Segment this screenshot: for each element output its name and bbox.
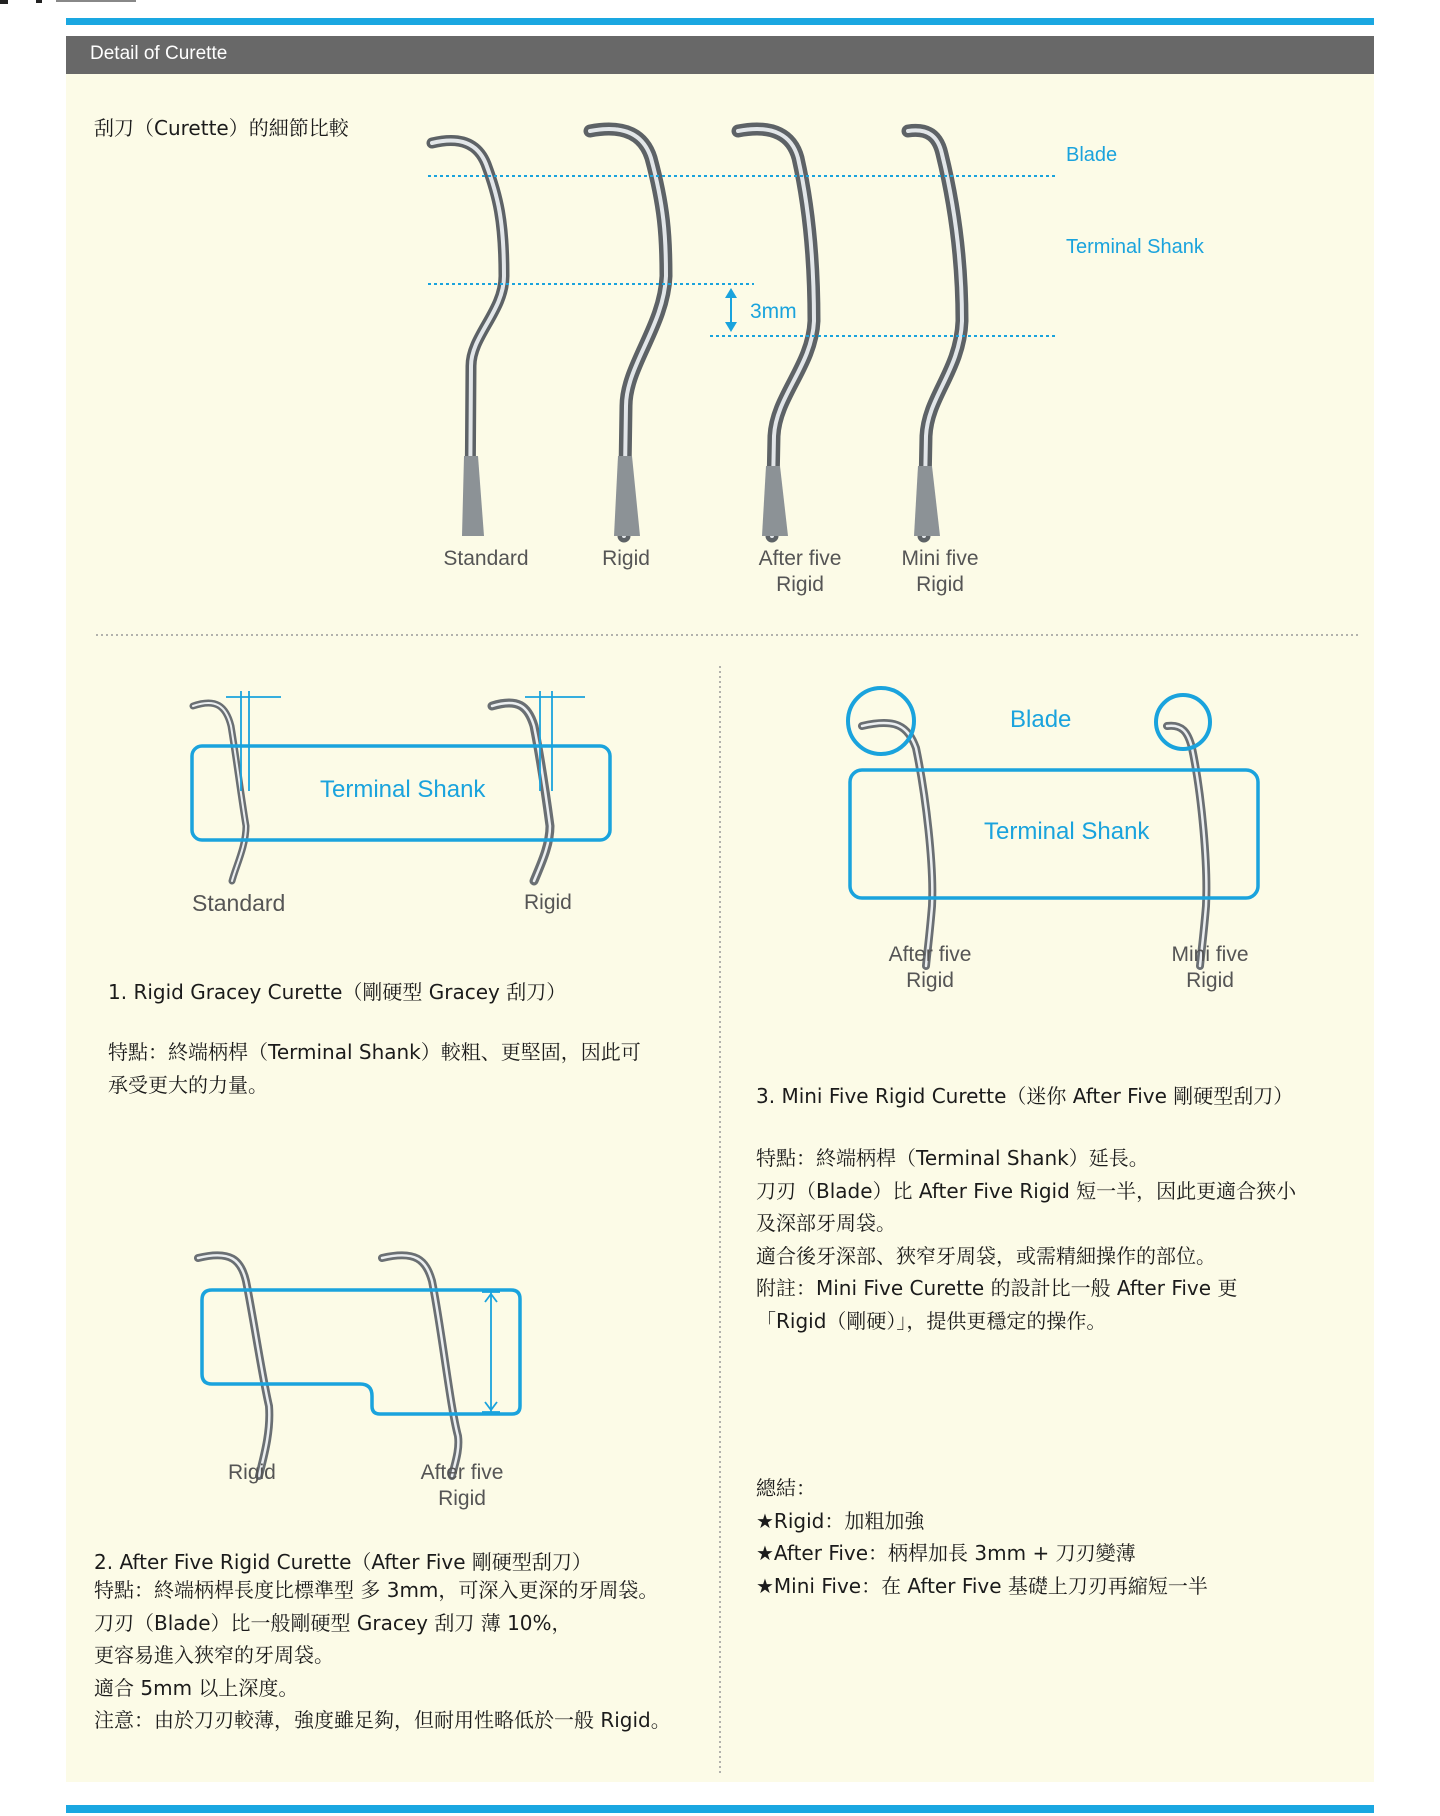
s2-label-rigid: Rigid [228,1461,276,1484]
s2-label-after-five: After five Rigid [420,1461,504,1510]
measure-label: 3mm [750,300,797,323]
s1-title: 1. Rigid Gracey Curette（剛硬型 Gracey 刮刀） [108,980,567,1004]
summary-title: 總結： [756,1476,816,1500]
s1-label-standard: Standard [192,890,286,916]
top-instrument-rigid [590,129,666,536]
page-title: Detail of Curette [90,43,228,64]
bottom-accent-bar [66,1805,1374,1813]
s3-blade-label: Blade [1010,706,1072,733]
s3-label-after-five: After five Rigid [888,943,972,992]
3mm-arrow [725,288,737,332]
s1-label-rigid: Rigid [524,891,572,914]
s3-title: 3. Mini Five Rigid Curette（迷你 After Five 剛硬型刮刀） [756,1084,1294,1108]
summary-item: ★Mini Five：在 After Five 基礎上刀刃再縮短一半 [756,1573,1208,1598]
top-instrument-after-five [738,129,814,536]
figure-heading: 刮刀（Curette）的細節比較 [94,116,349,140]
s1-description: 特點：終端柄桿（Terminal Shank）較粗、更堅固，因此可 承受更大的力量。 [108,1040,641,1097]
summary [756,1472,1208,1602]
terminal-shank-label: Terminal Shank [1066,236,1204,258]
top-accent-bar [66,18,1374,25]
s2-length-arrow [482,1292,500,1412]
s3-label-mini-five: Mini five Rigid [1171,943,1249,992]
instrument-label-standard: Standard [443,547,529,570]
s1-box-label: Terminal Shank [320,776,486,803]
s3-blade-circle-mini-five [1156,695,1210,749]
corner-mark [56,0,136,2]
s3-instrument-after-five [862,723,932,966]
s3-instrument-mini-five [1167,726,1206,966]
instrument-label-rigid: Rigid [602,547,650,570]
s3-description: 特點：終端柄桿（Terminal Shank）延長。 刀刃（Blade）比 After Five Rigid 短一半，因此更適合狹小 及深部牙周袋。 適合後牙深部、狹窄牙周袋，或需精細操作的部位。 附註：Mini Five Curette 的設計比一般 After Five 更 「Rigid（剛硬）」，提供更穩定的操作。 [756,1146,1297,1333]
blade-label: Blade [1066,144,1118,166]
top-instrument-mini-five [908,130,962,536]
summary-item: ★After Five：柄桿加長 3mm + 刀刃變薄 [756,1541,1136,1565]
s1-instrument-rigid [492,703,550,881]
s2-title: 2. After Five Rigid Curette（After Five 剛硬型刮刀） [94,1550,592,1574]
instrument-label-after-five: After five Rigid [758,547,842,596]
summary-item: ★Rigid：加粗加強 [756,1508,925,1533]
s3-box-label: Terminal Shank [984,818,1150,845]
instrument-label-mini-five: Mini five Rigid [901,547,979,596]
s1-instrument-standard [193,703,246,881]
corner-mark [0,0,8,4]
content-panel [66,36,1374,1782]
corner-mark [36,0,42,3]
s2-description: 特點：終端柄桿長度比標準型 多 3mm，可深入更深的牙周袋。 刀刃（Blade）比一般剛硬型 Gracey 刮刀 薄 10%， 更容易進入狹窄的牙周袋。 適合 5mm 以上深度。 注意：由於刀刃較薄，強度雖足夠，但耐用性略低於一般 Rigid。 [94,1578,671,1732]
top-instrument-standard [432,141,504,536]
